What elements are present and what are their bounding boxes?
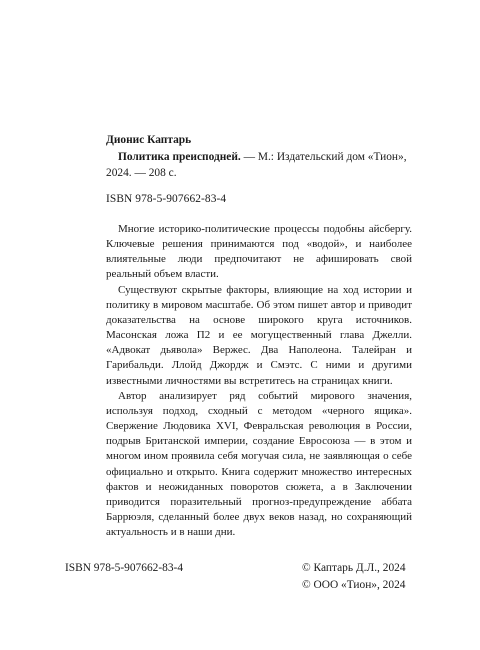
annotation <box>106 222 412 540</box>
year-pages: 2024. — 208 с. <box>106 167 177 179</box>
copyright-author: © Каптарь Д.Л., 2024 <box>302 562 406 574</box>
footer-isbn: ISBN 978-5-907662-83-4 <box>65 562 184 574</box>
publisher-info: — М.: Издательский дом «Тион», <box>240 150 407 163</box>
book-title: Политика преисподней. <box>118 150 241 163</box>
copyright-publisher: © ООО «Тион», 2024 <box>302 578 406 591</box>
author-name: Дионис Каптарь <box>106 134 192 146</box>
annotation-paragraph: Многие историко-политические процессы подобны айсбергу. Ключевые решения принимаются под «водой», и наиболее влиятельные люди предпочитают не афишировать свой реальный объем власти. <box>106 223 412 281</box>
copyright-block <box>302 560 406 593</box>
bibliographic-record <box>106 132 416 207</box>
annotation-paragraph: Существуют скрытые факторы, влияющие на ход истории и политику в мировом масштабе. Об этом пишет автор и приводит доказательства на основе широкого круга источников. Масонская ложа П2 и ее могущественный глава Джелли. «Адвокат дьявола» Вержес. Два Наполеона. Талейран и Гарибальди. Ллойд Джордж и Смэтс. С ними и другими известными личностями вы встретитесь на страницах книги. <box>106 283 412 387</box>
annotation-paragraph: Автор анализирует ряд событий мирового значения, используя подход, сходный с методом «черного ящика». Свержение Людовика XVI, Февральская революция в России, подрыв Британской империи, создание Евросоюза — в этом и многом ином проявила себя могучая сила, не заявляющая о себе официально и открыто. Книга содержит множество интересных фактов и неожиданных поворотов сюжета, а в Заключении приводится поразительный прогноз-предупреждение аббата Баррюэля, сделанный более двух веков назад, но сохраняющий актуальность и в наши дни. <box>106 389 412 539</box>
bibliographic-entry <box>106 149 416 166</box>
isbn-line: ISBN 978-5-907662-83-4 <box>106 192 227 205</box>
